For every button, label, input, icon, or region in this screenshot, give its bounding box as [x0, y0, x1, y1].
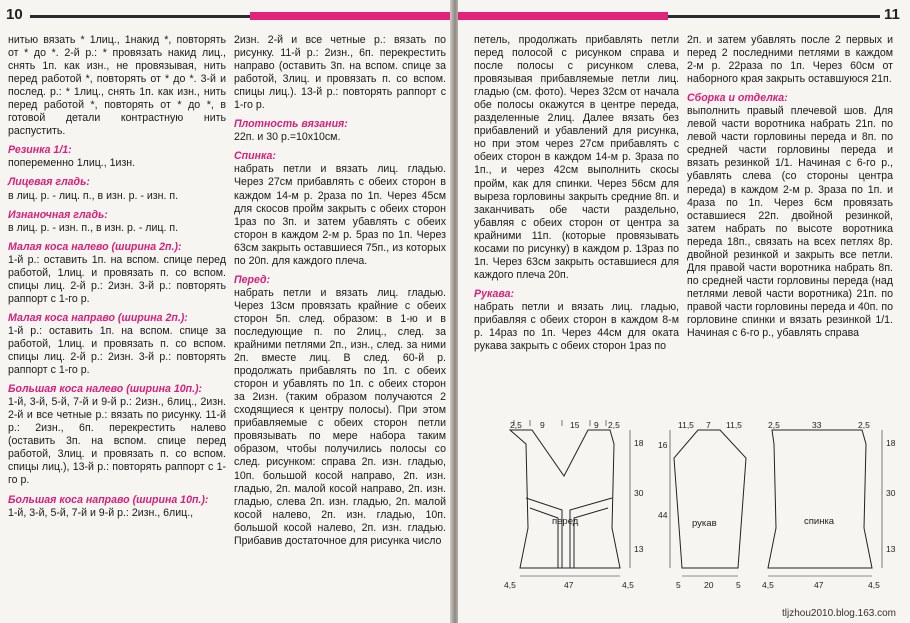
dim-label: 47 — [564, 580, 574, 590]
section-heading: Рукава: — [474, 287, 515, 300]
paragraph: 2изн. 2-й и все четные р.: вязать по рисунку. 11-й р.: 2изн., 6п. перекрестить направо (оставить 3п. на вспом. спице за работой, 3лиц. и провязать п. со вспом. спицы лиц.). 13-й р.: повторять раппорт с 1-го р. — [234, 34, 446, 112]
right-column-2 — [687, 34, 893, 340]
dim-label: 4,5 — [762, 580, 774, 590]
section-heading: Лицевая гладь: — [8, 176, 90, 189]
dim-label: 13 — [886, 544, 896, 554]
header-rule — [30, 15, 250, 18]
dim-label: 20 — [704, 580, 714, 590]
section-heading: Сборка и отделка: — [687, 92, 788, 105]
dim-label: 4,5 — [868, 580, 880, 590]
piece-label: перед — [552, 516, 579, 527]
section-heading: Малая коса направо (ширина 2п.): — [8, 311, 188, 324]
dim-label: 30 — [634, 488, 644, 498]
sleeve-schematic — [658, 418, 768, 593]
dim-label: 4,5 — [622, 580, 634, 590]
paragraph: выполнить правый плечевой шов. Для левой части воротника набрать 21п. по левой части горловины переда и 8п. по средней части горловины переда и вязать резинкой 1/1. Начиная с 6-го р., убавлять слева (со стороны центра переда) в каждом 2-м р. 3раза по 1п. и 4раза по 1п. Через 6см провязать оставшиеся 22п. двойной резинкой, затем набрать по высоте воротника переда 18п., связать на всех петлях 8р. двойной резинкой и закрыть все петли. Для правой части воротника набрать 8п. по средней части горловины переда (над петлями левой части воротника) 21п. по правой части горловины переда и 40п. по горловине спинки и вязать резинкой 1/1. Начиная с 6-го р., убавлять справа — [687, 105, 893, 340]
watermark: tljzhou2010.blog.163.com — [782, 608, 896, 619]
dim-label: 9 — [594, 420, 599, 430]
paragraph: 1-й р.: оставить 1п. на вспом. спице за работой, 1лиц. и провязать п. со вспом. спицы лиц. 2-й р.: 2изн. 3-й р.: повторять раппорт с 1-го р. — [8, 324, 226, 377]
dim-label: 2,5 — [608, 420, 620, 430]
dim-label: 7 — [706, 420, 711, 430]
page-number-left: 10 — [6, 6, 23, 23]
paragraph: набрать петли и вязать лиц. гладью. Через 27см прибавлять с обеих сторон в каждом 14-м р. 2раза по 1п. Через 45см для скосов пройм закрыть с обеих сторон 1раз по 3п. и затем убавлять с обеих сторон в каждом 2-м р. 5раз по 1п. Через 63см закрыть оставшиеся 75п., из которых по 20п. для каждого плеча. — [234, 163, 446, 267]
paragraph: набрать петли и вязать лиц. гладью. Через 13см провязать крайние с обеих сторон 5п. след. образом: в 1-ю и в последующие п. по 2лиц., след. за крайними петлями 2п., изн., след. за ними 2п. вместе лиц. В след. 60-й р. продолжать прибавлять по 1п. с обеих сторон и убавлять по 1п. с обеих сторон за 2изн. (таким образом получаются 2 сходящиеся к центру полосы). При этом прибавляемые с обеих сторон петли провязывать по мере набора таким образом, чтобы получились полосы со след. рисунком: справа 2п. изн. гладью, 10п. большой косой направо, 2п. изн. гладью, 2п. малой косой направо, 2п. изн. гладью, слева 2п. изн. гладью, 2п. малой косой налево, 2п. изн. гладью, 10п. большой косой налево, 2п. изн. гладью. Прибавив достаточное для рисунка число — [234, 286, 446, 547]
section-heading: Перед: — [234, 273, 271, 286]
header-rule — [668, 15, 880, 18]
section-heading: Малая коса налево (ширина 2п.): — [8, 240, 182, 253]
section-heading: Большая коса налево (ширина 10п.): — [8, 383, 203, 396]
dim-label: 13 — [634, 544, 644, 554]
dim-label: 44 — [658, 510, 668, 520]
dim-label: 2,5 — [510, 420, 522, 430]
right-page — [458, 0, 910, 623]
paragraph: 22п. и 30 р.=10x10см. — [234, 131, 341, 144]
paragraph: набрать петли и вязать лиц. гладью, прибавляя с обеих сторон в каждом 8-м р. 14раз по 1п. Через 44см для оката рукава закрыть с обеих сторон 1раз по — [474, 300, 679, 353]
dim-label: 18 — [634, 438, 644, 448]
paragraph: в лиц. р. - лиц. п., в изн. р. - изн. п. — [8, 189, 179, 202]
section-heading: Изнаночная гладь: — [8, 208, 108, 221]
piece-label: спинка — [804, 516, 835, 527]
front-schematic — [504, 418, 654, 593]
dim-label: 2,5 — [858, 420, 870, 430]
piece-label: рукав — [692, 518, 717, 529]
dim-label: 4,5 — [504, 580, 516, 590]
section-heading: Большая коса направо (ширина 10п.): — [8, 493, 209, 506]
dim-label: 2,5 — [768, 420, 780, 430]
paragraph: петель, продолжать прибавлять петли перед полосой с рисунком справа и после полосы с рисунком слева, провязывая прибавляемые петли лиц. гладью (см. фото). Через 32см от начала обе полосы окажутся в центре переда, разделенные 2лиц. Далее вязать без прибавлений и убавлений для рисунка, но при этом через 27см прибавлять с обеих сторон в каждом 14-м р. 3раза по 1п., и через 42см выполнить скосы пройм, как для спинки. Через 56см для выреза горловины закрыть средние 8п. и заканчивать обе части раздельно, убавляя с обеих сторон от центра за крайними 11п. (которые провязывать косами по рисунку) в каждом р. 13раз по 1п. Через 63см закрыть оставшиеся для каждого плеча 20п. — [474, 34, 679, 281]
dim-label: 11,5 — [678, 420, 694, 430]
paragraph: 1-й, 3-й, 5-й, 7-й и 9-й р.: 2изн., 6лиц., — [8, 506, 194, 519]
paragraph: 1-й, 3-й, 5-й, 7-й и 9-й р.: 2изн., 6лиц., 2изн. 2-й и все четные р.: вязать по рисунку. 11-й р.: 2изн., 6п. перекрестить налево (оставить 3п. на вспом. спице перед работой, 3лиц. и провязать п. со вспом. спицы лиц.), 13-й р.: повторять раппорт с 1-го р. — [8, 396, 226, 487]
left-column-1 — [8, 34, 226, 520]
dim-label: 15 — [570, 420, 580, 430]
paragraph: 2п. и затем убавлять после 2 первых и перед 2 последними петлями в каждом 2-м р. 22раза по 1п. Через 60см от наборного края закрыть оставшуюся 21п. — [687, 34, 893, 86]
dim-label: 30 — [886, 488, 896, 498]
dim-label: 5 — [676, 580, 681, 590]
dim-label: 33 — [812, 420, 822, 430]
back-schematic — [758, 418, 908, 593]
paragraph: 1-й р.: оставить 1п. на вспом. спице перед работой, 1лиц. и провязать п. со вспом. спицы лиц. 2-й р.: 2изн. 3-й р.: повторять раппорт с 1-го р. — [8, 253, 226, 305]
right-column-1 — [474, 34, 679, 353]
dim-label: 11,5 — [726, 420, 742, 430]
dim-label: 9 — [540, 420, 545, 430]
header-pink-bar — [458, 12, 668, 20]
paragraph: в лиц. р. - изн. п., в изн. р. - лиц. п. — [8, 221, 179, 234]
dim-label: 47 — [814, 580, 824, 590]
paragraph: нитью вязать * 1лиц., 1накид *, повторять от * до *. 2-й р.: * провязать накид лиц., снять 1п. как изн., не провязывая, нить перед работой *, повторять от * до *. 3-й и послед. р.: * 1лиц., снять 1п. как изн., нить перед работой *, повторять от * до *, в готовой детали контрастную нить распустить. — [8, 34, 226, 138]
dim-label: 16 — [658, 440, 668, 450]
dim-label: 5 — [736, 580, 741, 590]
dim-label: 18 — [886, 438, 896, 448]
section-heading: Спинка: — [234, 150, 276, 163]
section-heading: Резинка 1/1: — [8, 144, 72, 157]
left-page — [0, 0, 452, 623]
section-heading: Плотность вязания: — [234, 118, 348, 131]
left-column-2 — [234, 34, 446, 548]
page-number-right: 11 — [884, 6, 900, 23]
paragraph: попеременно 1лиц., 1изн. — [8, 157, 136, 170]
header-pink-bar — [250, 12, 450, 20]
